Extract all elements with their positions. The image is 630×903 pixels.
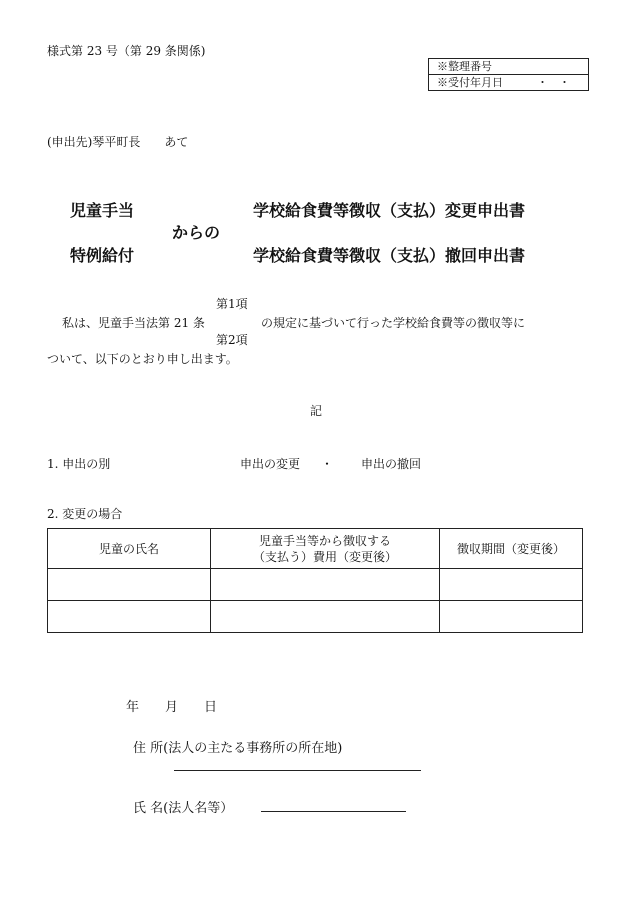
header-period: 徴収期間（変更後） (440, 529, 583, 569)
option-separator: ・ (321, 457, 334, 471)
uketsuke-date-label: ※受付年月日 (437, 76, 503, 89)
table-row (48, 569, 583, 601)
addressee: (申出先)琴平町長 あて (47, 135, 189, 149)
header-cost-line2: （支払う）費用（変更後） (252, 549, 397, 564)
section1-label: 1. 申出の別 (47, 457, 111, 471)
cell-cost[interactable] (211, 569, 440, 601)
date-label: 年 月 日 (126, 700, 218, 715)
name-label: 氏 名(法人名等） (133, 801, 234, 816)
cell-child-name[interactable] (48, 601, 211, 633)
option-withdraw[interactable]: 申出の撤回 (361, 457, 422, 471)
ki-heading: 記 (310, 404, 323, 418)
title-right-top: 学校給食費等徴収（支払）変更申出書 (253, 201, 526, 220)
header-cost (211, 529, 440, 569)
change-table (47, 528, 583, 633)
cell-child-name[interactable] (48, 569, 211, 601)
reference-box (428, 58, 589, 91)
article-item-2: 第2項 (216, 333, 248, 347)
table-row (48, 601, 583, 633)
body-line1-left: 私は、児童手当法第 21 条 (62, 316, 205, 330)
header-child-name: 児童の氏名 (48, 529, 211, 569)
address-input-line[interactable] (174, 770, 421, 771)
cell-period[interactable] (440, 569, 583, 601)
title-left-top: 児童手当 (70, 201, 135, 220)
uketsuke-date-value: ・ ・ (537, 76, 570, 89)
form-id: 様式第 23 号（第 29 条関係) (47, 44, 206, 58)
title-right-bottom: 学校給食費等徴収（支払）撤回申出書 (253, 246, 526, 265)
name-input-line[interactable] (261, 811, 406, 812)
body-line2: ついて、以下のとおり申し出ます。 (47, 352, 238, 366)
table-header-row (48, 529, 583, 569)
option-change[interactable]: 申出の変更 (240, 457, 301, 471)
uketsuke-date-field[interactable] (429, 74, 588, 90)
title-left-bottom: 特例給付 (70, 246, 135, 265)
header-cost-line1: 児童手当等から徴収する (258, 533, 391, 548)
section2-label: 2. 変更の場合 (47, 507, 123, 521)
article-item-1: 第1項 (216, 297, 248, 311)
seiri-bango-label: ※整理番号 (437, 60, 492, 73)
body-line1-right: の規定に基づいて行った学校給食費等の徴収等に (261, 316, 526, 330)
cell-cost[interactable] (211, 601, 440, 633)
title-middle: からの (172, 223, 221, 242)
address-label: 住 所(法人の主たる事務所の所在地) (133, 741, 343, 756)
cell-period[interactable] (440, 601, 583, 633)
seiri-bango-field[interactable] (429, 59, 588, 74)
